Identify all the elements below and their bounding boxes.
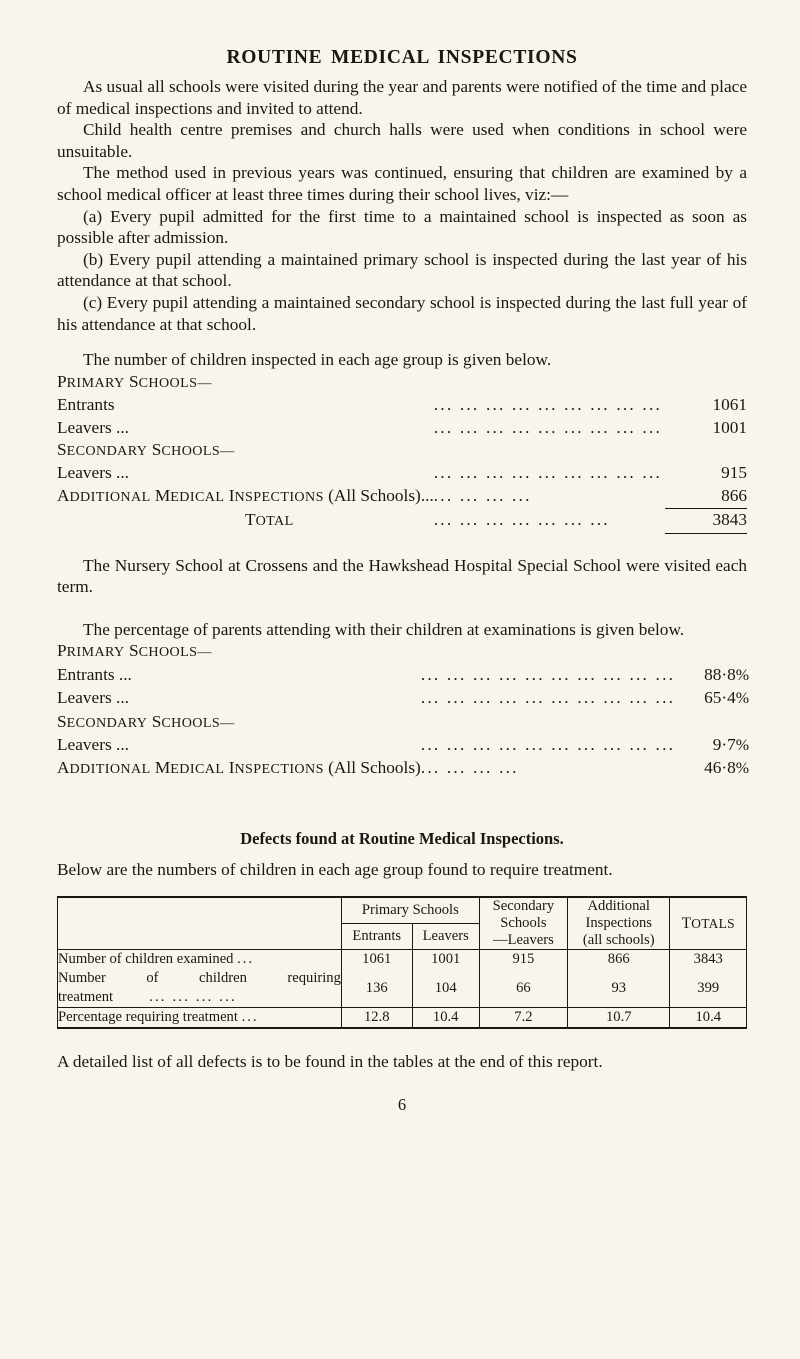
row-label: Leavers ... xyxy=(57,417,129,437)
header-corner-blank xyxy=(58,897,342,950)
row-label xyxy=(58,950,342,970)
paragraph-intro-3: The method used in previous years was continued, ensuring that children are examined by a school medical officer at least three times during their school lives, viz:— xyxy=(57,163,747,204)
header-totals-rest: OTALS xyxy=(691,916,735,932)
row-label xyxy=(58,1008,342,1029)
header-primary-leavers: Leavers xyxy=(412,924,479,950)
row-value: 1001 xyxy=(712,417,747,437)
list-item xyxy=(57,687,749,710)
list-item-additional-inspections xyxy=(57,485,747,508)
defects-table xyxy=(57,896,747,1029)
percent-sign: % xyxy=(735,690,750,708)
list-heading-secondary-schools: SECONDARY SCHOOLS— xyxy=(57,439,235,459)
paragraph-percentage-intro: The percentage of parents attending with their children at examinations is given below. xyxy=(83,619,685,639)
row-label: Entrants ... xyxy=(57,664,132,684)
header-primary-entrants: Entrants xyxy=(341,924,412,950)
cell-value: 7.2 xyxy=(479,1008,567,1029)
paragraph-intro-2: Child health centre premises and church halls were used when conditions in school were unsuitable. xyxy=(57,120,747,161)
row-value-number: 46·8 xyxy=(704,758,736,778)
paragraph-inspected-intro: The number of children inspected in each age group is given below. xyxy=(83,350,552,370)
inspected-numbers-list xyxy=(57,371,747,534)
header-totals-cap: T xyxy=(681,915,692,933)
cell-value: 12.8 xyxy=(341,1008,412,1029)
cell-value: 104 xyxy=(412,969,479,1008)
row-label: ADDITIONAL MEDICAL INSPECTIONS (All Schools) xyxy=(57,758,421,778)
row-label-dots: ... xyxy=(241,1009,259,1026)
list-item xyxy=(57,417,747,439)
row-label: Entrants xyxy=(57,395,115,415)
row-label-text: Percentage requiring treatment xyxy=(58,1009,238,1026)
cell-value: 66 xyxy=(479,969,567,1008)
row-value: 866 xyxy=(721,485,747,505)
dot-leader: ... ... ... ... ... ... ... ... ... xyxy=(433,395,662,415)
header-secondary-schools-leavers xyxy=(479,897,567,950)
table-header-row-group xyxy=(58,897,747,924)
percentage-list xyxy=(57,640,749,780)
row-label: TOTAL xyxy=(245,510,294,530)
list-item-additional-inspections-pct xyxy=(57,757,749,780)
dot-leader: ... ... ... ... ... ... ... ... ... xyxy=(433,417,662,437)
row-label: ADDITIONAL MEDICAL INSPECTIONS (All Schools)... xyxy=(57,485,434,505)
header-line-3: —Leavers xyxy=(493,932,554,949)
header-totals xyxy=(670,897,747,950)
list-item xyxy=(57,462,747,484)
row-value: 915 xyxy=(721,463,747,483)
dot-leader: ... ... ... ... xyxy=(420,758,519,778)
paragraph-item-b: (b) Every pupil attending a maintained primary school is inspected during the last year of his attendance at that school. xyxy=(57,249,747,291)
row-value xyxy=(675,664,749,687)
table-row xyxy=(58,950,747,970)
row-value: 1061 xyxy=(712,395,747,415)
row-label: Leavers ... xyxy=(57,688,129,708)
row-label xyxy=(58,969,342,1008)
paragraph-defects-intro: Below are the numbers of children in each age group found to require treatment. xyxy=(57,859,613,879)
table-row xyxy=(58,1008,747,1029)
row-label-text: Number of children requiring xyxy=(58,970,341,987)
row-label-text: Number of children examined xyxy=(58,951,234,968)
cell-value: 10.7 xyxy=(568,1008,670,1029)
section-heading-defects: Defects found at Routine Medical Inspections. xyxy=(240,828,564,848)
paragraph-intro-1: As usual all schools were visited during the year and parents were notified of the time and place of medical inspections and invited to attend. xyxy=(57,77,747,118)
header-line-1: Secondary xyxy=(492,898,555,915)
list-item xyxy=(57,664,749,687)
paragraph-footer-note: A detailed list of all defects is to be found in the tables at the end of this report. xyxy=(57,1052,603,1072)
row-value-number: 65·4 xyxy=(704,688,736,708)
list-item xyxy=(57,394,747,416)
cell-value: 10.4 xyxy=(412,1008,479,1029)
row-label-dots: ... ... ... ... xyxy=(149,989,237,1006)
page-number: 6 xyxy=(397,1094,407,1114)
row-value xyxy=(675,757,749,780)
page-title: ROUTINE MEDICAL INSPECTIONS xyxy=(226,47,578,68)
header-line-2: Schools xyxy=(500,915,547,932)
dot-leader: ... ... ... ... ... ... ... ... ... ... xyxy=(420,664,676,684)
list-heading-secondary-schools-pct: SECONDARY SCHOOLS— xyxy=(57,711,235,731)
table-row xyxy=(58,969,747,1008)
list-item-total xyxy=(57,509,747,532)
dot-leader: ... ... ... ... xyxy=(433,485,532,505)
percent-sign: % xyxy=(735,760,750,778)
list-heading-primary-schools: PRIMARY SCHOOLS— xyxy=(57,371,212,391)
page-content xyxy=(57,0,750,1115)
paragraph-item-a: (a) Every pupil admitted for the first time to a maintained school is inspected as soon as possible after admission. xyxy=(57,206,747,248)
list-item xyxy=(57,734,749,757)
row-value xyxy=(675,734,749,757)
cell-value: 866 xyxy=(568,950,670,970)
dot-leader: ... ... ... ... ... ... ... ... ... ... xyxy=(420,734,676,754)
cell-value: 915 xyxy=(479,950,567,970)
cell-value: 93 xyxy=(568,969,670,1008)
header-primary-schools: Primary Schools xyxy=(341,897,479,924)
dot-leader: ... ... ... ... ... ... ... ... ... xyxy=(433,463,662,483)
row-label: Leavers ... xyxy=(57,734,129,754)
percent-sign: % xyxy=(735,666,750,684)
row-label-dots: ... xyxy=(237,951,255,968)
header-line-1: Additional xyxy=(587,898,650,915)
cell-value: 10.4 xyxy=(670,1008,747,1029)
list-heading-primary-schools-pct: PRIMARY SCHOOLS— xyxy=(57,641,212,661)
dot-leader: ... ... ... ... ... ... ... xyxy=(433,510,610,530)
paragraph-item-c: (c) Every pupil attending a maintained secondary school is inspected during the last full year of his attendance at that school. xyxy=(57,292,747,334)
row-label-line2: treatment xyxy=(58,989,114,1006)
cell-value: 136 xyxy=(341,969,412,1008)
paragraph-nursery-note: The Nursery School at Crossens and the Hawkshead Hospital Special School were visited each term. xyxy=(57,555,747,597)
cell-value: 1001 xyxy=(412,950,479,970)
row-value-number: 9·7 xyxy=(712,734,736,754)
row-value-number: 88·8 xyxy=(704,664,736,684)
row-value xyxy=(675,687,749,710)
cell-value: 399 xyxy=(670,969,747,1008)
header-additional-inspections xyxy=(568,897,670,950)
header-line-2: Inspections xyxy=(585,915,652,932)
cell-value: 1061 xyxy=(341,950,412,970)
row-value: 3843 xyxy=(712,510,747,530)
header-line-3: (all schools) xyxy=(582,932,655,949)
dot-leader: ... ... ... ... ... ... ... ... ... ... xyxy=(420,688,676,708)
percent-sign: % xyxy=(735,736,750,754)
row-label: Leavers ... xyxy=(57,463,129,483)
cell-value: 3843 xyxy=(670,950,747,970)
